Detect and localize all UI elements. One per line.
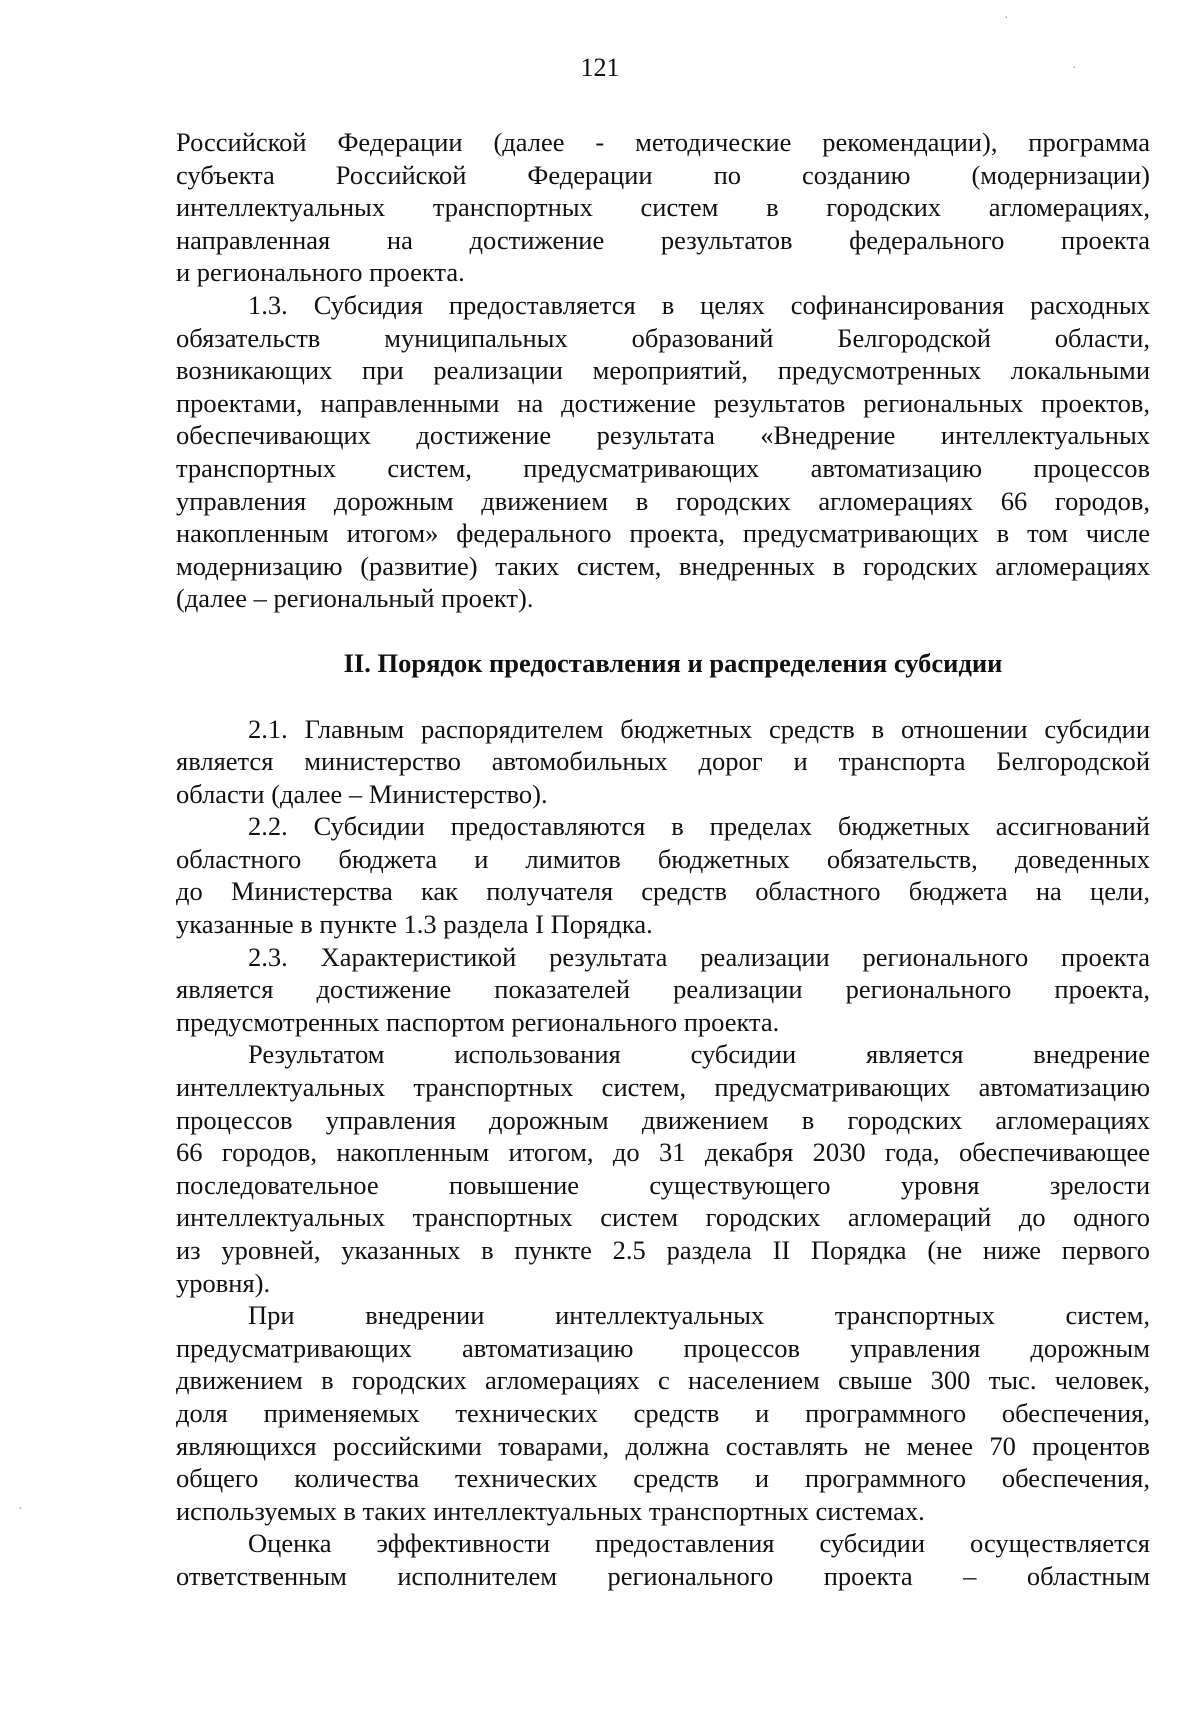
text-line: интеллектуальных транспортных систем в городских агломерациях, — [176, 192, 1150, 223]
text-line: субъекта Российской Федерации по созданию (модернизации) — [176, 159, 1150, 190]
text-line: 1.3. Субсидия предоставляется в целях софинансирования расходных — [248, 289, 1150, 320]
text-line: движением в городских агломерациях с населением свыше 300 тыс. человек, — [176, 1365, 1150, 1396]
scan-speck: · — [18, 1502, 23, 1517]
text-line: модернизацию (развитие) таких систем, внедренных в городских агломерациях — [176, 550, 1150, 581]
text-line: транспортных систем, предусматривающих автоматизацию процессов — [176, 452, 1150, 483]
paragraph-evaluation — [176, 1527, 1150, 1592]
paragraph-implementation — [176, 1299, 1150, 1527]
text-line: направленная на достижение результатов федерального проекта — [176, 224, 1150, 255]
text-line: ответственным исполнителем регионального проекта – областным — [176, 1560, 1150, 1591]
text-line: 2.1. Главным распорядителем бюджетных средств в отношении субсидии — [248, 713, 1150, 744]
text-line: до Министерства как получателя средств областного бюджета на цели, — [176, 876, 1150, 907]
paragraph-result — [176, 1038, 1150, 1299]
scan-speck: · — [1004, 11, 1009, 26]
intro-paragraph — [176, 126, 1150, 289]
text-line: является достижение показателей реализации регионального проекта, — [176, 974, 1150, 1005]
text-line: (далее – региональный проект). — [176, 583, 534, 614]
text-line: уровня). — [176, 1267, 271, 1298]
text-line: предусмотренных паспортом регионального проекта. — [176, 1006, 780, 1037]
text-line: предусматривающих автоматизацию процессов управления дорожным — [176, 1332, 1150, 1363]
text-line: указанные в пункте 1.3 раздела I Порядка. — [176, 909, 653, 940]
page-number: 121 — [580, 53, 620, 82]
text-line: процессов управления дорожным движением в городских агломерациях — [176, 1104, 1150, 1135]
text-line: области (далее – Министерство). — [176, 778, 548, 809]
text-line: 2.2. Субсидии предоставляются в пределах бюджетных ассигнований — [248, 811, 1150, 842]
text-line: доля применяемых технических средств и программного обеспечения, — [176, 1397, 1150, 1428]
text-line: обязательств муниципальных образований Белгородской области, — [176, 322, 1150, 353]
text-line: используемых в таких интеллектуальных транспортных системах. — [176, 1495, 925, 1526]
text-line: интеллектуальных транспортных систем городских агломераций до одного — [176, 1202, 1150, 1233]
document-body — [176, 126, 1150, 1593]
text-line: накопленным итогом» федерального проекта, предусматривающих в том числе — [176, 518, 1150, 549]
text-line: областного бюджета и лимитов бюджетных обязательств, доведенных — [176, 843, 1150, 874]
paragraph-2-2 — [176, 810, 1150, 940]
text-line: обеспечивающих достижение результата «Внедрение интеллектуальных — [176, 420, 1150, 451]
text-line: общего количества технических средств и программного обеспечения, — [176, 1463, 1150, 1494]
text-line: проектами, направленными на достижение результатов региональных проектов, — [176, 387, 1150, 418]
text-line: является министерство автомобильных дорог и транспорта Белгородской — [176, 746, 1150, 777]
paragraph-1-3 — [176, 289, 1150, 615]
text-line: из уровней, указанных в пункте 2.5 раздела II Порядка (не ниже первого — [176, 1235, 1150, 1265]
section-heading: II. Порядок предоставления и распределения субсидии — [343, 647, 1003, 678]
text-line: Результатом использования субсидии является внедрение — [248, 1039, 1150, 1070]
text-line: и регионального проекта. — [176, 257, 465, 288]
text-line: управления дорожным движением в городских агломерациях 66 городов, — [176, 485, 1150, 516]
text-line: интеллектуальных транспортных систем, предусматривающих автоматизацию — [176, 1072, 1150, 1103]
text-line: При внедрении интеллектуальных транспортных систем, — [248, 1300, 1150, 1331]
text-line: являющихся российскими товарами, должна составлять не менее 70 процентов — [176, 1430, 1150, 1461]
paragraph-2-1 — [176, 713, 1150, 811]
paragraph-2-3 — [176, 941, 1150, 1039]
scan-speck: · — [1072, 61, 1077, 76]
text-line: последовательное повышение существующего уровня зрелости — [176, 1169, 1150, 1200]
text-line: Российской Федерации (далее - методические рекомендации), программа — [176, 127, 1150, 157]
text-line: Оценка эффективности предоставления субсидии осуществляется — [248, 1528, 1150, 1559]
text-line: возникающих при реализации мероприятий, предусмотренных локальными — [176, 355, 1150, 386]
text-line: 2.3. Характеристикой результата реализации регионального проекта — [248, 941, 1150, 972]
text-line: 66 городов, накопленным итогом, до 31 декабря 2030 года, обеспечивающее — [176, 1137, 1150, 1168]
